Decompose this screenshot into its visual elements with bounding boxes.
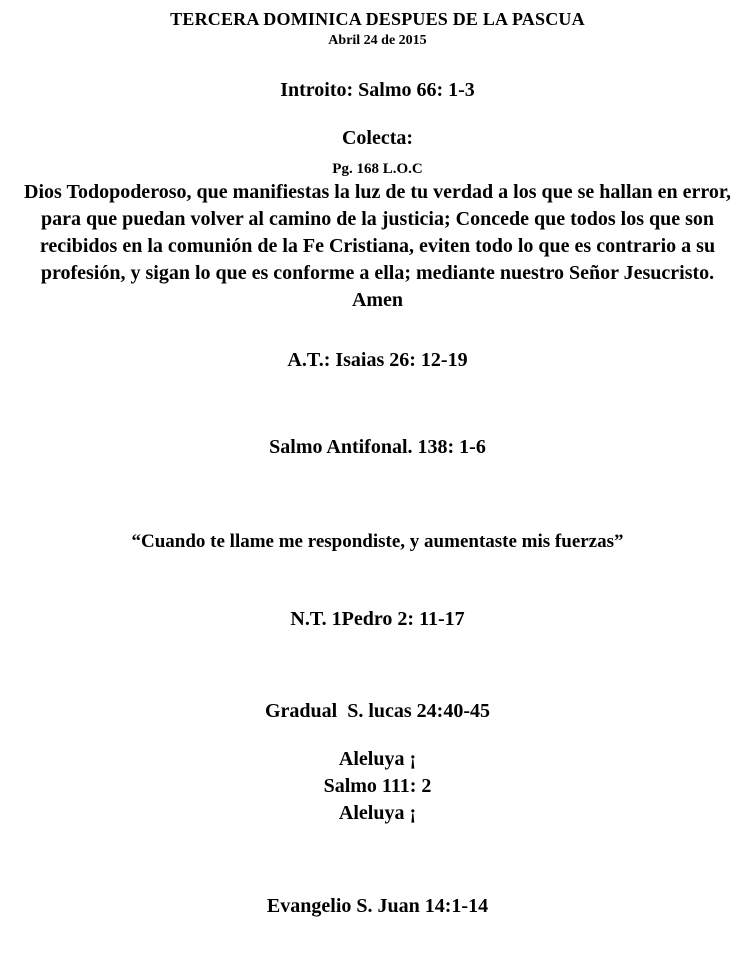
salmo-antifonal-section bbox=[14, 434, 741, 555]
new-testament-heading: N.T. 1Pedro 2: 11-17 bbox=[290, 607, 465, 630]
old-testament-heading: A.T.: Isaias 26: 12-19 bbox=[287, 349, 468, 372]
service-date: Abril 24 de 2015 bbox=[328, 32, 427, 48]
page-title: TERCERA DOMINICA DESPUES DE LA PASCUA bbox=[170, 9, 585, 29]
gradual-heading: Gradual S. lucas 24:40-45 bbox=[264, 699, 491, 722]
colecta-prayer-text: Dios Todopoderoso, que manifiestas la luz de tu verdad a los que se hallan en error, para que puedan volver al camino de la justicia; Concede que todos los que son recibidos en la comunión de la Fe Cristiana, eviten todo lo que es contrario a su profesión, y sigan lo que es conforme a ella; mediante nuestro Señor Jesucristo. Amen bbox=[24, 181, 731, 312]
colecta-heading: Colecta: bbox=[341, 126, 414, 149]
introito-heading: Introito: Salmo 66: 1-3 bbox=[280, 78, 475, 101]
aleluya-line-1: Aleluya ¡ bbox=[338, 747, 417, 770]
evangelio-heading: Evangelio S. Juan 14:1-14 bbox=[266, 894, 489, 917]
colecta-page-reference: Pg. 168 L.O.C bbox=[332, 160, 423, 177]
antiphon-quote: “Cuando te llame me respondiste, y aumentaste mis fuerzas” bbox=[131, 531, 624, 553]
aleluya-block bbox=[14, 746, 741, 827]
bulletin-header bbox=[14, 9, 741, 50]
aleluya-line-2: Aleluya ¡ bbox=[338, 801, 417, 824]
gradual-section bbox=[14, 698, 741, 827]
colecta-section bbox=[14, 125, 741, 315]
salmo-antifonal-heading: Salmo Antifonal. 138: 1-6 bbox=[269, 436, 486, 459]
gradual-salmo-line: Salmo 111: 2 bbox=[323, 774, 432, 797]
